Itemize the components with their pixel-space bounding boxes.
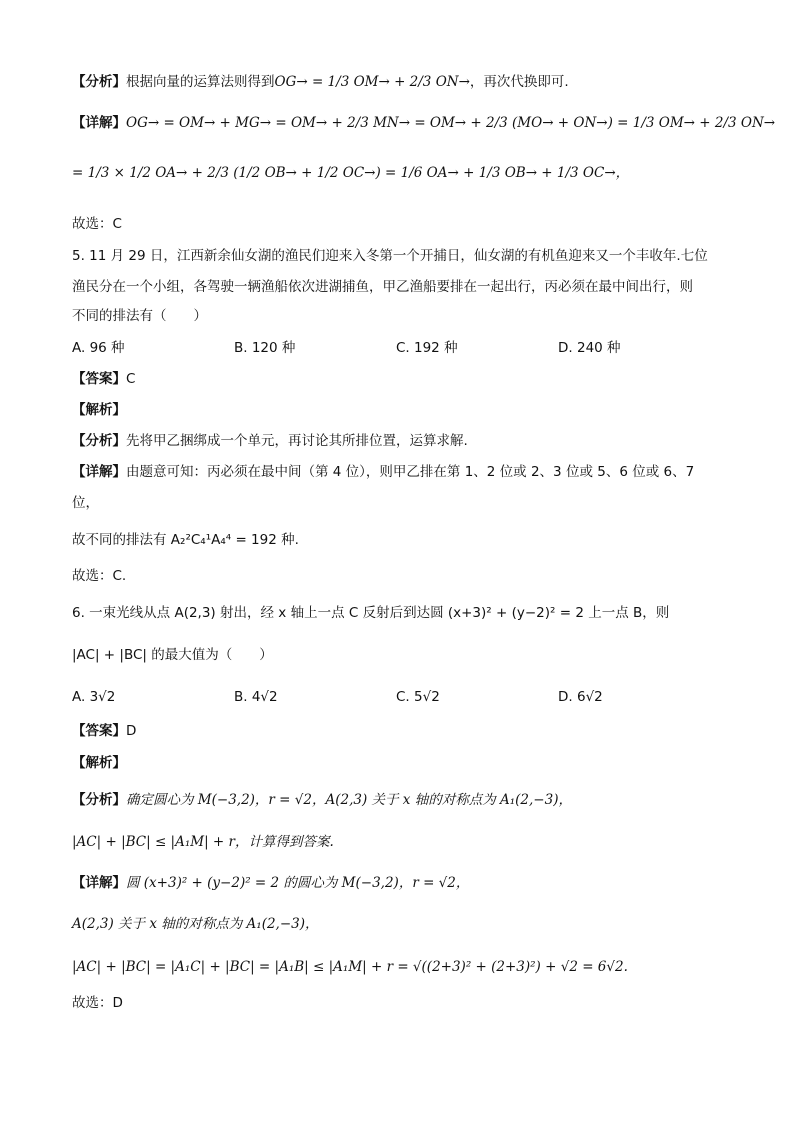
q5-choice: 故选：C. [72,568,127,584]
q5-detail [72,462,732,482]
analysis-tag: 【分析】 [72,792,126,808]
q6-solution-tag [72,753,732,773]
q5-solution-tag [72,400,732,420]
detail-text: A(2,3) 关于 x 轴的对称点为 A₁(2,−3)， [72,916,319,932]
q4-detail [72,113,776,133]
analysis-text-end: ，再次代换即可. [469,74,569,90]
detail-tag: 【详解】 [72,464,126,480]
analysis-text: 先将甲乙捆绑成一个单元，再讨论其所排位置，运算求解. [126,433,468,449]
q5-option-d: D. 240 种 [558,340,621,356]
q6-option-c: C. 5√2 [396,689,440,705]
answer-value: D [126,723,137,739]
detail-formula: |AC| + |BC| = |A₁C| + |BC| = |A₁B| ≤ |A₁M| + r = √((2+3)² + (2+3)²) + √2 = 6√2. [72,959,628,975]
q6-analysis [72,790,732,810]
detail-formula: OG→ = OM→ + MG→ = OM→ + 2/3 MN→ = OM→ + 2/3 (MO→ + ON→) = 1/3 OM→ + 2/3 ON→ [126,115,776,131]
analysis-text: 确定圆心为 M(−3,2)，r = √2，A(2,3) 关于 x 轴的对称点为 A₁(2,−3)， [126,792,572,808]
q6-detail [72,873,732,893]
detail-text: 圆 (x+3)² + (y−2)² = 2 的圆心为 M(−3,2)，r = √2， [126,875,470,891]
q4-detail-continued [72,163,732,183]
q6-stem-line: 6. 一束光线从点 A(2,3) 射出，经 x 轴上一点 C 反射后到达圆 (x+3)² + (y−2)² = 2 上一点 B，则 [72,605,670,621]
q6-choice: 故选：D [72,995,123,1011]
answer-tag: 【答案】 [72,371,126,387]
analysis-text: |AC| + |BC| ≤ |A₁M| + r，计算得到答案. [72,834,334,850]
q4-choice: 故选：C [72,216,122,232]
q6-analysis-continued [72,832,732,852]
q5-stem-line: 渔民分在一个小组，各驾驶一辆渔船依次进湖捕鱼，甲乙渔船要排在一起出行，丙必须在最中间出行，则 [72,279,693,295]
solution-tag: 【解析】 [72,402,126,418]
analysis-text: 根据向量的运算法则得到 [126,74,275,90]
q5-option-c: C. 192 种 [396,340,458,356]
q6-stem-line: |AC| + |BC| 的最大值为（ ） [72,647,273,663]
q5-stem-line: 不同的排法有（ ） [72,308,207,324]
q5-option-a: A. 96 种 [72,340,125,356]
q5-analysis [72,431,732,451]
q5-option-b: B. 120 种 [234,340,296,356]
q5-stem-line: 5. 11 月 29 日，江西新余仙女湖的渔民们迎来入冬第一个开捕日，仙女湖的有机鱼迎来又一个丰收年.七位 [72,248,708,264]
analysis-formula: OG→ = 1/3 OM→ + 2/3 ON→ [274,74,470,90]
q5-detail-formula: 故不同的排法有 A₂²C₄¹A₄⁴ = 192 种. [72,532,299,548]
detail-tag: 【详解】 [72,115,126,131]
answer-value: C [126,371,136,387]
analysis-tag: 【分析】 [72,433,126,449]
q6-option-d: D. 6√2 [558,689,603,705]
q4-analysis [72,72,732,92]
detail-text: 由题意可知：丙必须在最中间（第 4 位），则甲乙排在第 1、2 位或 2、3 位或 5、6 位或 6、7 [126,464,695,480]
solution-tag: 【解析】 [72,755,126,771]
q5-detail-continued: 位， [72,495,99,511]
q6-detail-formula [72,957,732,977]
q5-answer [72,369,732,389]
detail-formula: = 1/3 × 1/2 OA→ + 2/3 (1/2 OB→ + 1/2 OC→) = 1/6 OA→ + 1/3 OB→ + 1/3 OC→， [72,165,630,181]
q6-option-a: A. 3√2 [72,689,116,705]
detail-tag: 【详解】 [72,875,126,891]
q6-detail-continued [72,914,732,934]
q6-option-b: B. 4√2 [234,689,278,705]
answer-tag: 【答案】 [72,723,126,739]
q6-answer [72,721,732,741]
analysis-tag: 【分析】 [72,74,126,90]
